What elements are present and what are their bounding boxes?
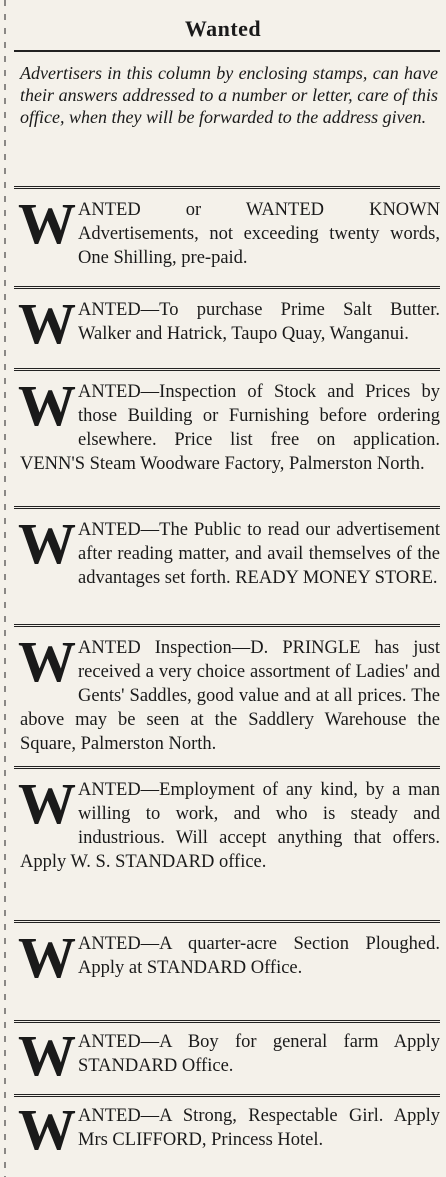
drop-cap: W <box>18 1023 74 1088</box>
divider <box>14 186 440 189</box>
heading-rule <box>14 50 440 52</box>
advertisement-text: ANTED or WANTED KNOWN Advertisements, not exceeding twenty words, One Shilling, pre-paid. <box>78 200 440 268</box>
drop-cap: W <box>18 511 74 576</box>
divider <box>14 506 440 509</box>
divider <box>14 1020 440 1023</box>
advertisement-text: ANTED—A Strong, Respectable Girl. Apply Mrs CLIFFORD, Princess Hotel. <box>78 1106 440 1150</box>
column-edge <box>4 0 6 1177</box>
advertisement <box>18 629 440 756</box>
drop-cap: W <box>18 1097 74 1162</box>
divider <box>14 766 440 769</box>
divider <box>14 1094 440 1097</box>
advertisement <box>18 191 440 270</box>
divider <box>14 920 440 923</box>
advertisement <box>18 925 440 990</box>
intro-text: Advertisers in this column by enclosing stamps, can have their answers addressed to a number or letter, care of this office, when they will be forwarded to the address given. <box>20 63 438 127</box>
drop-cap: W <box>18 191 74 256</box>
drop-cap: W <box>18 291 74 356</box>
advertisement <box>18 511 440 590</box>
advertisement-text: ANTED—Employment of any kind, by a man willing to work, and who is steady and industrious. Will accept anything that offers. Apply W. S. STANDARD office. <box>20 780 440 872</box>
advertisement <box>18 1023 440 1088</box>
advertisement <box>18 771 440 874</box>
divider <box>14 286 440 289</box>
advertisement-text: ANTED—To purchase Prime Salt Butter. Walker and Hatrick, Taupo Quay, Wanganui. <box>78 300 440 344</box>
advertisement-text: ANTED—The Public to read our advertisement after reading matter, and avail themselves of the advantages set forth. READY MONEY STORE. <box>78 520 440 588</box>
advertisement-text: ANTED—A quarter-acre Section Ploughed. Apply at STANDARD Office. <box>78 934 440 978</box>
advertisement <box>18 291 440 356</box>
advertisement <box>18 373 440 476</box>
drop-cap: W <box>18 373 74 438</box>
drop-cap: W <box>18 771 74 836</box>
divider <box>14 624 440 627</box>
intro-notice <box>20 62 438 128</box>
advertisement-text: ANTED—Inspection of Stock and Prices by those Building or Furnishing before ordering elsewhere. Price list free on application. VENN'S Steam Woodware Factory, Palmerston North. <box>20 382 440 474</box>
drop-cap: W <box>18 925 74 990</box>
advertisement <box>18 1097 440 1162</box>
drop-cap: W <box>18 629 74 694</box>
divider <box>14 368 440 371</box>
advertisement-text: ANTED—A Boy for general farm Apply STANDARD Office. <box>78 1032 440 1076</box>
advertisement-text: ANTED Inspection—D. PRINGLE has just received a very choice assortment of Ladies' and Gents' Saddles, good value and at all prices. The above may be seen at the Saddlery Warehouse the Square, Palmerston North. <box>20 638 440 754</box>
column-heading: Wanted <box>184 16 262 41</box>
